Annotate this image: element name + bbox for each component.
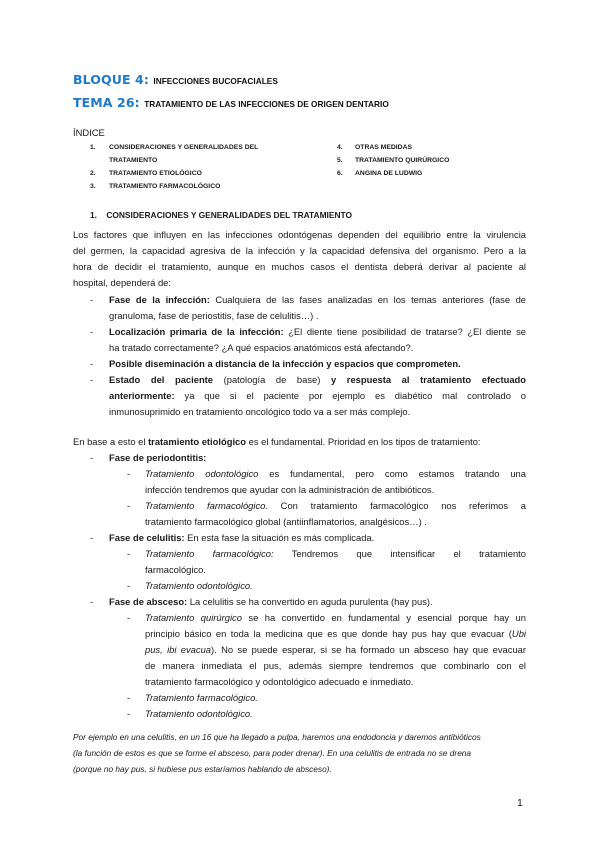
factor-location-cont: ha tratado correctamente? ¿A qué espacios anatómicos está afectando?. xyxy=(109,342,414,353)
index-item: TRATAMIENTO QUIRÚRGICO xyxy=(355,157,450,164)
absc-surgical-cont: principio básico en toda la medicina que es que donde hay pus hay que evacuar (Ubi xyxy=(145,628,526,639)
bullet-dash: - xyxy=(127,708,131,719)
intro-line: del germen, la capacidad agresiva de la infección y la capacidad defensiva del organismo. Pero a la xyxy=(73,245,526,256)
index-item: TRATAMIENTO ETIOLÓGICO xyxy=(109,170,202,177)
bullet-dash: - xyxy=(127,612,131,623)
celu-pharmacological-cont: farmacológico. xyxy=(145,564,206,575)
factor-phase: Fase de la infección: Cualquiera de las fases analizadas en los temas anteriores (fase de xyxy=(109,294,526,305)
intro-line: Los factores que influyen en las infecciones odontógenas dependen del equilibrio entre la virulencia xyxy=(73,229,526,240)
bullet-dash: - xyxy=(127,692,131,703)
phase-periodontitis: Fase de periodontitis: xyxy=(109,452,207,463)
index-num: 3. xyxy=(90,183,96,190)
perio-pharmacological-cont: tratamiento farmacológico global (antiinflamatorios, analgésicos…) . xyxy=(145,516,427,527)
note-line: (la función de estos es que se forme el absceso, para poder drenar). En una celulitis de entrada no se drena xyxy=(73,748,472,758)
bloque-header xyxy=(73,71,278,89)
index-item: TRATAMIENTO xyxy=(109,157,158,164)
section-title: CONSIDERACIONES Y GENERALIDADES DEL TRATAMIENTO xyxy=(106,210,353,220)
bullet-dash: - xyxy=(127,548,131,559)
etiologic-paragraph: En base a esto el tratamiento etiológico es el fundamental. Prioridad en los tipos de tratamiento: xyxy=(73,436,481,447)
index-num: 5. xyxy=(337,157,343,164)
perio-odontological-cont: infección tendremos que ayudar con la administración de antibióticos. xyxy=(145,484,435,495)
absc-odontological: Tratamiento odontológico. xyxy=(145,708,253,719)
factor-phase-cont: granuloma, fase de periostitis, fase de celulitis…) . xyxy=(109,310,319,321)
absc-surgical-cont: tratamiento farmacológico y odontológico adecuado e inmediato. xyxy=(145,676,414,687)
tema-title: TRATAMIENTO DE LAS INFECCIONES DE ORIGEN DENTARIO xyxy=(144,99,389,109)
bullet-dash: - xyxy=(90,358,94,369)
note-line: Por ejemplo en una celulitis, en un 16 que ha llegado a pulpa, haremos una endodoncia y daremos antibióticos xyxy=(73,732,481,742)
celu-odontological: Tratamiento odontológico. xyxy=(145,580,253,591)
intro-line: hora de decidir el tratamiento, aunque en muchos casos el dentista deberá derivar al paciente al xyxy=(73,261,526,272)
perio-pharmacological: Tratamiento farmacológico. Con tratamiento farmacológico nos referimos a xyxy=(145,500,526,511)
absc-surgical-cont: pus, ibi evacua). No se puede esperar, si se ha formado un absceso hay que evacuar xyxy=(145,644,526,655)
bloque-label: BLOQUE 4: xyxy=(73,72,149,87)
bullet-dash: - xyxy=(90,532,94,543)
absc-pharmacological: Tratamiento farmacológico. xyxy=(145,692,258,703)
tema-label: TEMA 26: xyxy=(73,95,140,110)
note-line: (porque no hay pus, si hubiese pus estaríamos hablando de absceso). xyxy=(73,764,332,774)
index-num: 2. xyxy=(90,170,96,177)
factor-patient-cont: anteriormente: ya que si el paciente por ejemplo es diabético mal controlado o xyxy=(109,390,526,401)
celu-pharmacological: Tratamiento farmacológico: Tendremos que intensificar el tratamiento xyxy=(145,548,526,559)
bullet-dash: - xyxy=(90,452,94,463)
factor-patient: Estado del paciente (patología de base) y respuesta al tratamiento efectuado xyxy=(109,374,527,385)
index-item: TRATAMIENTO FARMACOLÓGICO xyxy=(109,183,221,190)
section-heading xyxy=(90,210,352,220)
index-item: OTRAS MEDIDAS xyxy=(355,144,413,151)
page-number: 1 xyxy=(517,797,523,809)
bullet-dash: - xyxy=(90,326,94,337)
section-number: 1. xyxy=(90,210,97,220)
bullet-dash: - xyxy=(90,374,94,385)
tema-header xyxy=(73,94,389,112)
phase-cellulitis: Fase de celulitis: En esta fase la situación es más complicada. xyxy=(109,532,375,543)
factor-location: Localización primaria de la infección: ¿El diente tiene posibilidad de tratarse? ¿El diente se xyxy=(109,326,526,337)
bullet-dash: - xyxy=(90,294,94,305)
index-num: 6. xyxy=(337,170,343,177)
factor-dissemination: Posible diseminación a distancia de la infección y espacios que comprometen. xyxy=(109,358,461,369)
perio-odontological: Tratamiento odontológico es fundamental, pero como estamos tratando una xyxy=(145,468,526,479)
factor-patient-cont: inmunosuprimido en tratamiento oncológico todo va a ser más complejo. xyxy=(109,406,411,417)
absc-surgical: Tratamiento quirúrgico se ha convertido en fundamental y esencial porque hay un xyxy=(145,612,526,623)
bullet-dash: - xyxy=(90,596,94,607)
phase-abscess: Fase de absceso: La celulitis se ha convertido en aguda purulenta (hay pus). xyxy=(109,596,433,607)
index-heading: ÍNDICE xyxy=(73,127,105,138)
bullet-dash: - xyxy=(127,500,131,511)
index-num: 4. xyxy=(337,144,343,151)
absc-surgical-cont: de manera inmediata el pus, además siempre tendremos que combinarlo con el xyxy=(145,660,526,671)
index-item: CONSIDERACIONES Y GENERALIDADES DEL xyxy=(109,144,259,151)
bullet-dash: - xyxy=(127,580,131,591)
index-num: 1. xyxy=(90,144,96,151)
index-item: ANGINA DE LUDWIG xyxy=(355,170,423,177)
intro-line: hospital, dependerá de: xyxy=(73,277,171,288)
bloque-title: INFECCIONES BUCOFACIALES xyxy=(153,76,278,86)
bullet-dash: - xyxy=(127,468,131,479)
